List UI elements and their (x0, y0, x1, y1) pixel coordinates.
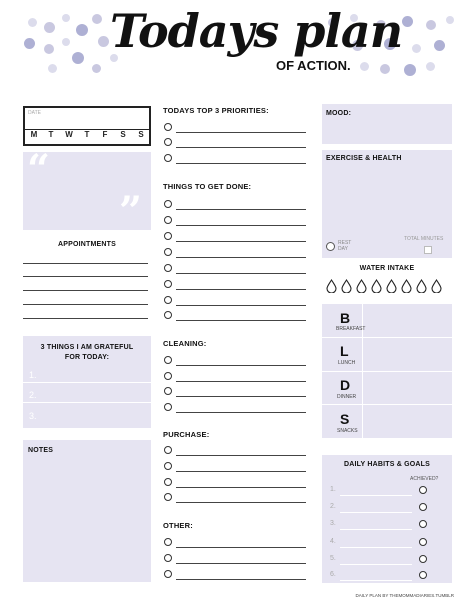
water-drop-icon[interactable] (356, 279, 367, 293)
cleaning-line[interactable] (176, 396, 306, 397)
quote-close-icon: ” (119, 188, 143, 235)
grateful-title-line2: FOR TODAY: (64, 354, 110, 361)
habit-number: 3. (330, 520, 336, 527)
cleaning-line[interactable] (176, 412, 306, 413)
day-monday[interactable]: M (30, 130, 38, 139)
day-tuesday[interactable]: T (48, 130, 54, 139)
purchase-line[interactable] (176, 471, 306, 472)
purchase-checkbox[interactable] (164, 478, 172, 486)
appointment-line[interactable] (23, 276, 148, 277)
water-intake-label: WATER INTAKE (359, 265, 415, 272)
notes-label: NOTES (28, 447, 54, 454)
day-saturday[interactable]: S (120, 130, 126, 139)
purchase-line[interactable] (176, 487, 306, 488)
notes-box[interactable] (23, 440, 151, 582)
total-minutes-field[interactable] (424, 246, 432, 254)
priority-checkbox[interactable] (164, 123, 172, 131)
snacks-field[interactable] (364, 406, 450, 436)
cleaning-line[interactable] (176, 365, 306, 366)
appointment-line[interactable] (23, 304, 148, 305)
water-drop-icon[interactable] (416, 279, 427, 293)
dinner-letter: D (340, 377, 351, 393)
habit-achieved-checkbox[interactable] (419, 520, 427, 528)
grateful-number: 1. (29, 370, 37, 380)
page-subtitle: OF ACTION. (276, 58, 351, 73)
priority-line[interactable] (176, 132, 306, 133)
purchase-line[interactable] (176, 502, 306, 503)
todo-line[interactable] (176, 305, 306, 306)
priority-checkbox[interactable] (164, 154, 172, 162)
priority-checkbox[interactable] (164, 138, 172, 146)
todo-checkbox[interactable] (164, 280, 172, 288)
other-checkbox[interactable] (164, 554, 172, 562)
priority-line[interactable] (176, 147, 306, 148)
todo-checkbox[interactable] (164, 200, 172, 208)
other-line[interactable] (176, 579, 306, 580)
habit-achieved-checkbox[interactable] (419, 486, 427, 494)
habit-number: 6. (330, 571, 336, 578)
appointment-line[interactable] (23, 263, 148, 264)
grateful-number: 2. (29, 390, 37, 400)
habit-number: 2. (330, 503, 336, 510)
other-checkbox[interactable] (164, 570, 172, 578)
day-thursday[interactable]: T (84, 130, 90, 139)
todo-line[interactable] (176, 225, 306, 226)
exercise-box[interactable] (322, 150, 452, 258)
water-drop-icon[interactable] (371, 279, 382, 293)
habit-line[interactable] (340, 529, 412, 530)
habits-box (322, 455, 452, 583)
cleaning-line[interactable] (176, 381, 306, 382)
breakfast-letter: B (340, 310, 351, 326)
habit-achieved-checkbox[interactable] (419, 538, 427, 546)
habit-achieved-checkbox[interactable] (419, 571, 427, 579)
date-box[interactable] (23, 106, 151, 146)
breakfast-field[interactable] (364, 306, 450, 336)
grateful-line[interactable] (23, 382, 151, 383)
lunch-field[interactable] (364, 339, 450, 369)
cleaning-label: CLEANING: (163, 339, 207, 348)
date-label: DATE (28, 110, 41, 116)
exercise-label: EXERCISE & HEALTH (326, 155, 402, 162)
appointment-line[interactable] (23, 290, 148, 291)
other-label: OTHER: (163, 521, 193, 530)
dinner-field[interactable] (364, 373, 450, 403)
cleaning-checkbox[interactable] (164, 356, 172, 364)
quote-box (23, 146, 151, 235)
todo-line[interactable] (176, 257, 306, 258)
todo-checkbox[interactable] (164, 296, 172, 304)
lunch-letter: L (340, 343, 349, 359)
water-drop-icon[interactable] (341, 279, 352, 293)
page-title: Todays plan (110, 4, 403, 58)
habit-line[interactable] (340, 564, 412, 565)
todo-checkbox[interactable] (164, 264, 172, 272)
cleaning-checkbox[interactable] (164, 387, 172, 395)
grateful-box (23, 336, 151, 428)
day-wednesday[interactable]: W (65, 130, 73, 139)
habit-number: 4. (330, 538, 336, 545)
habit-line[interactable] (340, 512, 412, 513)
other-line[interactable] (176, 563, 306, 564)
todo-checkbox[interactable] (164, 311, 172, 319)
grateful-number: 3. (29, 411, 37, 421)
habit-line[interactable] (340, 547, 412, 548)
things-to-get-done-label: THINGS TO GET DONE: (163, 182, 252, 191)
priority-line[interactable] (176, 163, 306, 164)
cleaning-checkbox[interactable] (164, 403, 172, 411)
todo-checkbox[interactable] (164, 232, 172, 240)
footer-credit: DAILY PLAN BY THEMOMMADIARIES.TUMBLR (355, 593, 454, 598)
other-checkbox[interactable] (164, 538, 172, 546)
priorities-label: TODAYS TOP 3 PRIORITIES: (163, 106, 269, 115)
achieved-label: ACHIEVED? (410, 476, 439, 482)
water-drop-icon[interactable] (431, 279, 442, 293)
habit-number: 1. (330, 486, 336, 493)
day-friday[interactable]: F (102, 130, 108, 139)
other-line[interactable] (176, 547, 306, 548)
grateful-line[interactable] (23, 402, 151, 403)
cleaning-checkbox[interactable] (164, 372, 172, 380)
quote-open-icon: “ (27, 146, 51, 193)
mood-box[interactable] (322, 104, 452, 144)
dinner-label: DINNER (337, 394, 357, 400)
purchase-label: PURCHASE: (163, 430, 210, 439)
rest-day-label-line2: DAY (338, 246, 348, 252)
breakfast-label: BREAKFAST (336, 326, 366, 332)
purchase-checkbox[interactable] (164, 446, 172, 454)
lunch-label: LUNCH (338, 360, 356, 366)
day-sunday[interactable]: S (138, 130, 144, 139)
water-drop-icon[interactable] (326, 279, 337, 293)
habit-line[interactable] (340, 495, 412, 496)
appointment-line[interactable] (23, 318, 148, 319)
habit-achieved-checkbox[interactable] (419, 555, 427, 563)
rest-day-checkbox[interactable] (326, 242, 335, 251)
todo-line[interactable] (176, 289, 306, 290)
water-drop-icon[interactable] (386, 279, 397, 293)
todo-line[interactable] (176, 241, 306, 242)
snacks-label: SNACKS (337, 428, 358, 434)
purchase-line[interactable] (176, 455, 306, 456)
appointments-label: APPOINTMENTS (57, 241, 116, 248)
mood-label: MOOD: (326, 110, 352, 117)
total-minutes-label: TOTAL MINUTES (404, 236, 444, 242)
todo-line[interactable] (176, 273, 306, 274)
rest-day-label: REST (338, 240, 352, 246)
grateful-title-line1: 3 THINGS I AM GRATEFUL (40, 344, 134, 351)
todo-checkbox[interactable] (164, 216, 172, 224)
habit-line[interactable] (340, 580, 412, 581)
todo-checkbox[interactable] (164, 248, 172, 256)
habit-number: 5. (330, 555, 336, 562)
water-drop-icon[interactable] (401, 279, 412, 293)
habits-label: DAILY HABITS & GOALS (343, 461, 431, 468)
snacks-letter: S (340, 411, 350, 427)
purchase-checkbox[interactable] (164, 493, 172, 501)
purchase-checkbox[interactable] (164, 462, 172, 470)
todo-line[interactable] (176, 209, 306, 210)
todo-line[interactable] (176, 320, 306, 321)
habit-achieved-checkbox[interactable] (419, 503, 427, 511)
